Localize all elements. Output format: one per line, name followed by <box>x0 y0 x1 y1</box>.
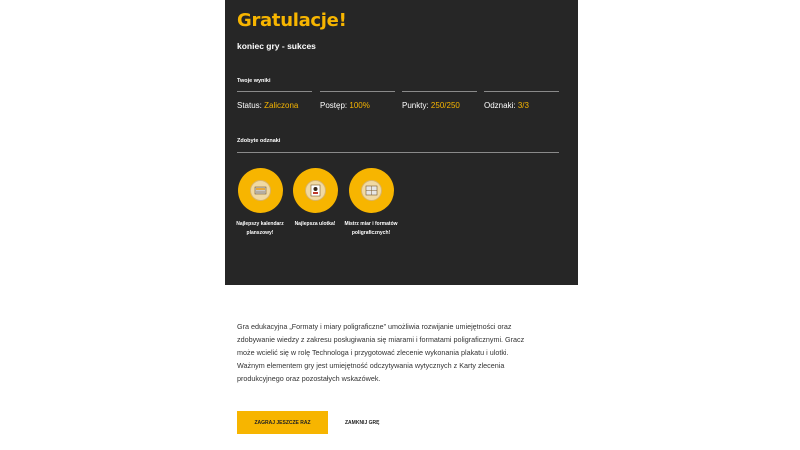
badges-section-label: Zdobyte odznaki <box>237 138 281 144</box>
badge-formats <box>344 168 398 238</box>
badge-calendar <box>237 168 283 238</box>
results-panel <box>225 0 578 285</box>
leaflet-icon <box>308 183 323 198</box>
calendar-icon <box>253 183 268 198</box>
stat-badges-key: Odznaki: <box>484 101 516 110</box>
badge-label: Najlepszy kalendarz planszowy! <box>236 221 284 236</box>
divider <box>320 91 395 92</box>
badge-circle <box>349 168 394 213</box>
stat-status-key: Status: <box>237 101 262 110</box>
game-description: Gra edukacyjna „Formaty i miary poligraficzne” umożliwia rozwijanie umiejętności oraz zdobywanie wiedzy z zakresu posługiwania się miarami i formatami poligraficznymi. Gracz może wcielić się w rolę Technologa i przygotować zlecenie wykonania plakatu i ulotki. Ważnym elementem gry jest umiejętność odczytywania wytycznych z Karty zlecenia produkcyjnego oraz pozostałych wskazówek. <box>237 322 525 383</box>
page-subtitle: koniec gry - sukces <box>237 41 316 51</box>
stat-status-value: Zaliczona <box>264 101 299 110</box>
badge-label: Najlepsza ulotka! <box>294 221 336 227</box>
stat-points <box>402 101 460 110</box>
stat-progress-key: Postęp: <box>320 101 348 110</box>
stat-badges <box>484 101 529 110</box>
divider <box>402 91 477 92</box>
badge-leaflet <box>292 168 338 229</box>
stat-progress <box>320 101 370 110</box>
stat-status <box>237 101 298 110</box>
results-section-label: Twoje wyniki <box>237 78 271 84</box>
close-game-button[interactable]: ZAMKNIJ GRĘ <box>338 411 386 434</box>
page-title: Gratulacje! <box>237 10 347 31</box>
divider <box>237 152 559 153</box>
stat-progress-value: 100% <box>349 101 370 110</box>
stat-points-value: 250/250 <box>430 101 460 110</box>
play-again-button[interactable]: ZAGRAJ JESZCZE RAZ <box>237 411 328 434</box>
divider <box>237 91 312 92</box>
formats-icon <box>364 183 379 198</box>
badge-circle <box>293 168 338 213</box>
divider <box>484 91 559 92</box>
badge-label: Mistrz miar i formatów poligraficznych! <box>344 221 398 236</box>
stat-badges-value: 3/3 <box>517 101 529 110</box>
stat-points-key: Punkty: <box>402 101 429 110</box>
badge-circle <box>238 168 283 213</box>
